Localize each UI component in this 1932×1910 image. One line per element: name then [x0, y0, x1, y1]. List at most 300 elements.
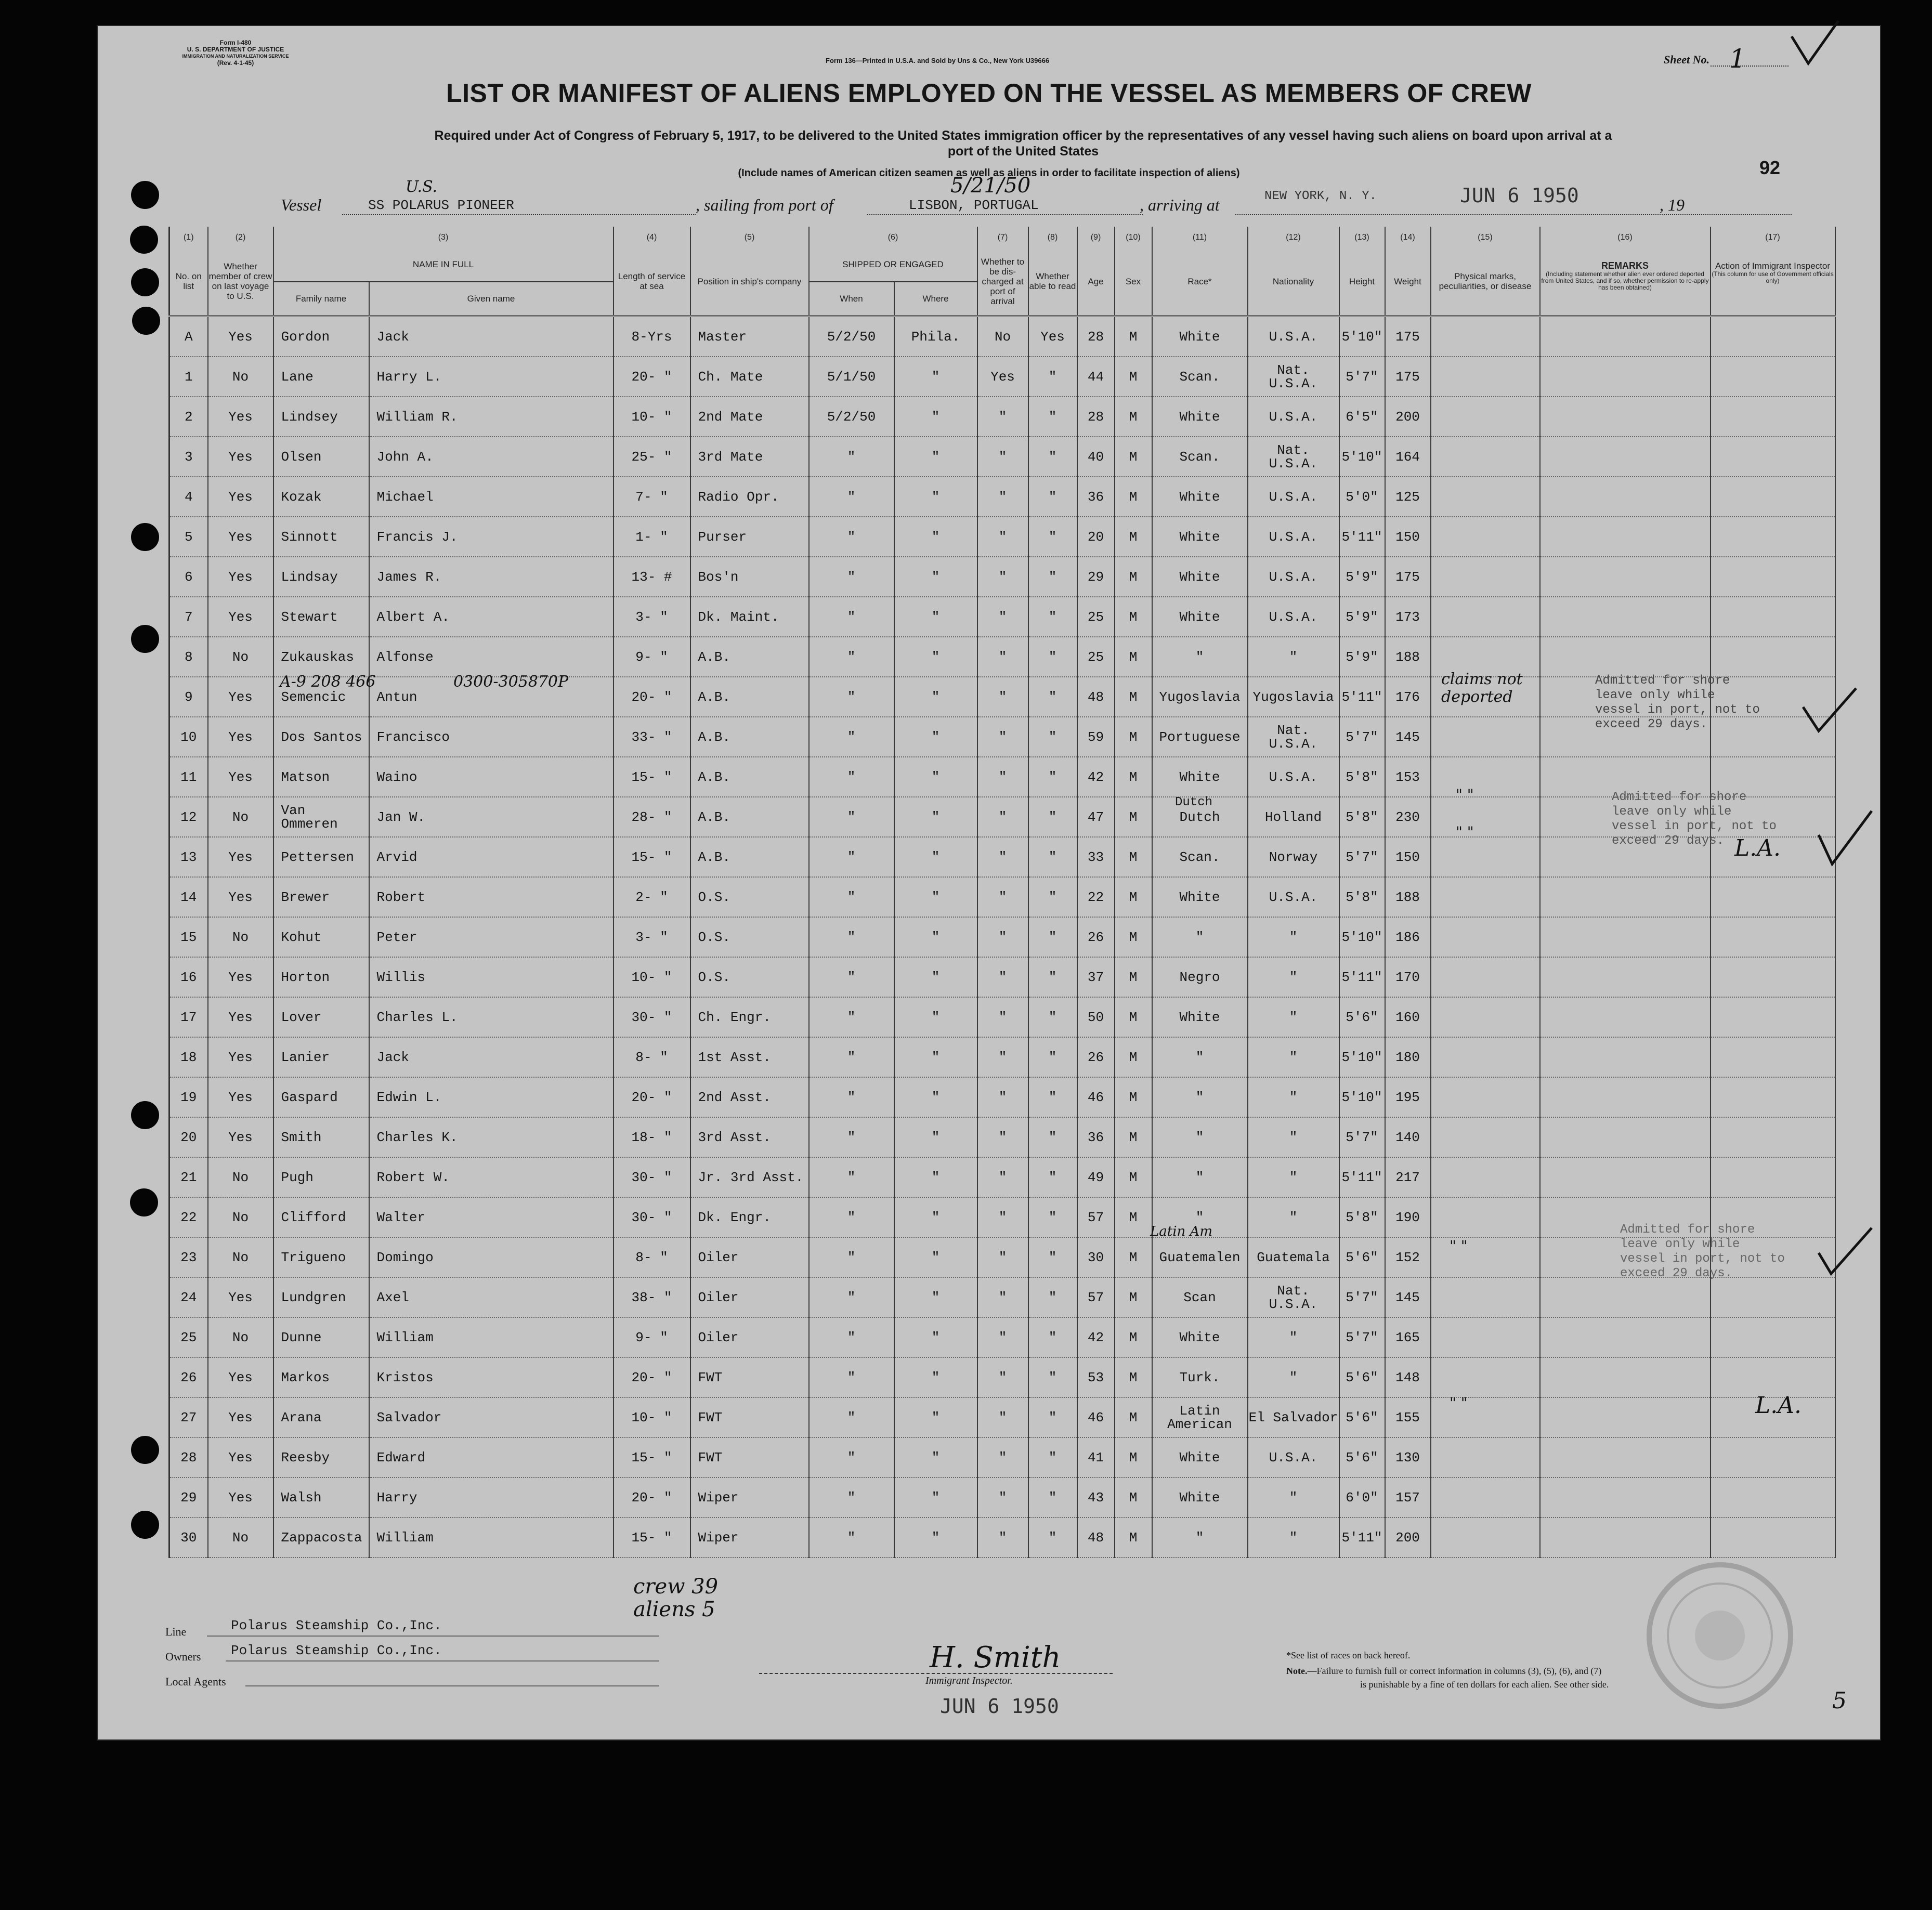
manifest-sheet — [98, 26, 1880, 1739]
shipped-when: 5/2/50 — [809, 316, 894, 357]
nationality-value: U.S.A. — [1269, 375, 1318, 391]
note-text: —Failure to furnish full or correct information in columns (3), (5), (6), and (7) — [1307, 1666, 1602, 1676]
given-name: Walter — [369, 1197, 613, 1237]
member-cell: Yes — [208, 1477, 273, 1517]
shipped-where: " — [894, 1197, 977, 1237]
shipped-when: " — [809, 877, 894, 917]
discharged-cell: " — [977, 917, 1028, 957]
header-discharged: Whether to be dis-charged at port of arrival — [977, 247, 1028, 316]
discharged-cell: " — [977, 997, 1028, 1037]
shipped-when: " — [809, 1117, 894, 1157]
position-cell: 3rd Asst. — [690, 1117, 809, 1157]
row-number: 1 — [169, 357, 208, 397]
form-block — [176, 40, 295, 67]
weight-cell: 160 — [1385, 997, 1431, 1037]
sex-cell: M — [1115, 517, 1152, 557]
table-row — [169, 357, 1835, 397]
sex-cell: M — [1115, 1237, 1152, 1277]
nationality-value: U.S.A. — [1269, 1449, 1318, 1466]
weight-cell: 175 — [1385, 316, 1431, 357]
shipped-when: " — [809, 1517, 894, 1558]
marks-cell — [1431, 477, 1540, 517]
sheet-number: 1 — [1729, 44, 1746, 74]
family-name: Lindsey — [273, 397, 369, 437]
table-row — [169, 397, 1835, 437]
age-cell: 26 — [1077, 1037, 1115, 1077]
position-cell: FWT — [690, 1357, 809, 1397]
agents-label: Local Agents — [165, 1675, 226, 1688]
position-cell: A.B. — [690, 677, 809, 717]
header-no: No. on list — [169, 247, 208, 316]
shipped-where: " — [894, 1517, 977, 1558]
action-cell — [1711, 1077, 1835, 1117]
service-length: 7- " — [613, 477, 690, 517]
arriving-label: , arriving at — [1140, 195, 1220, 214]
sex-cell: M — [1115, 677, 1152, 717]
height-cell: 5'11" — [1339, 1517, 1385, 1558]
header-read: Whether able to read — [1028, 247, 1077, 316]
shipped-where: " — [894, 557, 977, 597]
marks-cell — [1431, 717, 1540, 757]
read-cell: " — [1028, 357, 1077, 397]
marks-cell — [1431, 877, 1540, 917]
discharged-cell: " — [977, 757, 1028, 797]
header-nationality: Nationality — [1248, 247, 1339, 316]
weight-cell: 164 — [1385, 437, 1431, 477]
line-label: Line — [165, 1625, 187, 1638]
page-number: 92 — [1759, 157, 1781, 178]
weight-cell: 190 — [1385, 1197, 1431, 1237]
sex-cell: M — [1115, 877, 1152, 917]
service-length: 15- " — [613, 757, 690, 797]
crew-tally — [633, 1575, 718, 1621]
nationality-value: U.S.A. — [1269, 609, 1318, 625]
shipped-when: " — [809, 1277, 894, 1317]
punch-hole — [132, 307, 160, 335]
marks-cell — [1431, 1077, 1540, 1117]
table-row — [169, 1157, 1835, 1197]
shipped-where: " — [894, 397, 977, 437]
action-cell — [1711, 1477, 1835, 1517]
header-weight: Weight — [1385, 247, 1431, 316]
row-number: 23 — [169, 1237, 208, 1277]
nationality-value: " — [1289, 649, 1298, 665]
table-row — [169, 1397, 1835, 1437]
age-cell: 42 — [1077, 1317, 1115, 1357]
race-cell: " — [1152, 1037, 1248, 1077]
family-name: Sinnott — [273, 517, 369, 557]
note-label: Note. — [1286, 1666, 1308, 1676]
table-row — [169, 1037, 1835, 1077]
nationality-cell — [1248, 1477, 1339, 1517]
position-cell: Oiler — [690, 1237, 809, 1277]
discharged-cell: " — [977, 1277, 1028, 1317]
race-note-23: Latin Am — [1150, 1224, 1212, 1239]
sailing-date: 5/21/50 — [950, 174, 1031, 198]
action-cell — [1711, 357, 1835, 397]
table-row — [169, 717, 1835, 757]
member-cell: Yes — [208, 517, 273, 557]
read-cell: " — [1028, 557, 1077, 597]
nationality-value: El Salvador — [1248, 1409, 1338, 1425]
given-name: Albert A. — [369, 597, 613, 637]
nationality-cell — [1248, 877, 1339, 917]
age-cell: 48 — [1077, 1517, 1115, 1558]
race-cell: " — [1152, 917, 1248, 957]
marks-cell — [1431, 357, 1540, 397]
given-name: William — [369, 1517, 613, 1558]
read-cell: " — [1028, 997, 1077, 1037]
inspector-signature: H. Smith — [930, 1641, 1061, 1674]
nationality-cell — [1248, 1437, 1339, 1477]
nationality-cell — [1248, 1117, 1339, 1157]
member-cell: Yes — [208, 957, 273, 997]
service-length: 15- " — [613, 837, 690, 877]
given-name: Harry L. — [369, 357, 613, 397]
action-cell — [1711, 397, 1835, 437]
remarks-cell — [1540, 877, 1711, 917]
inspector-date-stamp: JUN 6 1950 — [940, 1695, 1059, 1718]
position-cell: 3rd Mate — [690, 437, 809, 477]
discharged-cell: " — [977, 557, 1028, 597]
weight-cell: 200 — [1385, 1517, 1431, 1558]
row-number: 3 — [169, 437, 208, 477]
row-number: 11 — [169, 757, 208, 797]
punch-hole — [131, 181, 159, 209]
table-row — [169, 997, 1835, 1037]
discharged-cell: " — [977, 957, 1028, 997]
race-cell: White — [1152, 997, 1248, 1037]
nationality-value: Guatemala — [1257, 1249, 1330, 1265]
read-cell: " — [1028, 1117, 1077, 1157]
header-family: Family name — [273, 282, 369, 316]
certificate-number-note: 0300-305870P — [453, 673, 569, 691]
member-cell: Yes — [208, 1117, 273, 1157]
table-row — [169, 597, 1835, 637]
height-cell: 5'6" — [1339, 1237, 1385, 1277]
table-row — [169, 1317, 1835, 1357]
member-cell: No — [208, 1517, 273, 1558]
weight-cell: 155 — [1385, 1397, 1431, 1437]
punch-hole — [130, 226, 158, 254]
header-when: When — [809, 282, 894, 316]
given-name: Jan W. — [369, 797, 613, 837]
shipped-where: " — [894, 637, 977, 677]
marks-cell — [1431, 797, 1540, 837]
shipped-where: " — [894, 517, 977, 557]
col-num: (7) — [977, 227, 1028, 247]
table-row — [169, 1517, 1835, 1558]
read-cell: " — [1028, 1157, 1077, 1197]
read-cell: " — [1028, 597, 1077, 637]
marks-cell — [1431, 1237, 1540, 1277]
remarks-cell — [1540, 1317, 1711, 1357]
check-mark-icon — [1798, 681, 1860, 738]
shipped-where: " — [894, 797, 977, 837]
col-num: (16) — [1540, 227, 1711, 247]
subtitle-line-2: port of the United States — [947, 144, 1099, 159]
given-name: Charles K. — [369, 1117, 613, 1157]
family-name: Lanier — [273, 1037, 369, 1077]
shipped-where: " — [894, 1157, 977, 1197]
action-cell — [1711, 557, 1835, 597]
height-cell: 5'10" — [1339, 1077, 1385, 1117]
fine-note — [1286, 1666, 1601, 1677]
alien-number-note: A-9 208 466 — [280, 673, 376, 691]
remarks-cell — [1540, 1077, 1711, 1117]
year-label: , 19 — [1660, 195, 1685, 214]
position-cell: Dk. Maint. — [690, 597, 809, 637]
form-number: Form I-480 — [219, 39, 252, 46]
arrival-date-stamp: JUN 6 1950 — [1460, 184, 1579, 207]
marks-cell — [1431, 1117, 1540, 1157]
race-cell: " — [1152, 1117, 1248, 1157]
remarks-cell — [1540, 917, 1711, 957]
races-note: *See list of races on back hereof. — [1286, 1650, 1411, 1660]
service-length: 1- " — [613, 517, 690, 557]
nationality-value: Norway — [1269, 849, 1318, 865]
nationality-value: Yugoslavia — [1252, 689, 1334, 705]
race-cell: " — [1152, 1157, 1248, 1197]
position-cell: Jr. 3rd Asst. — [690, 1157, 809, 1197]
row-number: 2 — [169, 397, 208, 437]
service-length: 30- " — [613, 997, 690, 1037]
ditto-mark: " " — [1450, 1237, 1468, 1254]
crew-table — [168, 227, 1836, 1558]
nationality-cell — [1248, 1237, 1339, 1277]
member-cell: Yes — [208, 477, 273, 517]
marks-cell — [1431, 1517, 1540, 1558]
age-cell: 48 — [1077, 677, 1115, 717]
service-length: 20- " — [613, 1477, 690, 1517]
age-cell: 37 — [1077, 957, 1115, 997]
row-number: 29 — [169, 1477, 208, 1517]
nationality-value: " — [1289, 1489, 1298, 1506]
sex-cell: M — [1115, 1477, 1152, 1517]
member-cell: Yes — [208, 1357, 273, 1397]
height-cell: 5'10" — [1339, 316, 1385, 357]
service-length: 20- " — [613, 677, 690, 717]
age-cell: 30 — [1077, 1237, 1115, 1277]
header-sex: Sex — [1115, 247, 1152, 316]
service-length: 8- " — [613, 1037, 690, 1077]
nationality-value: " — [1289, 1369, 1298, 1385]
discharged-cell: " — [977, 597, 1028, 637]
discharged-cell: " — [977, 1197, 1028, 1237]
punch-hole — [130, 1188, 158, 1216]
nationality-cell — [1248, 397, 1339, 437]
sex-cell: M — [1115, 597, 1152, 637]
race-cell: White — [1152, 477, 1248, 517]
position-cell: Dk. Engr. — [690, 1197, 809, 1237]
header-marks: Physical marks, peculiarities, or disease — [1431, 247, 1540, 316]
shipped-where: " — [894, 437, 977, 477]
height-cell: 5'8" — [1339, 877, 1385, 917]
nationality-cell — [1248, 717, 1339, 757]
age-cell: 42 — [1077, 757, 1115, 797]
row-number: 7 — [169, 597, 208, 637]
shipped-where: " — [894, 757, 977, 797]
row-number: 20 — [169, 1117, 208, 1157]
nationality-cell — [1248, 1397, 1339, 1437]
race-cell: White — [1152, 1317, 1248, 1357]
member-cell: Yes — [208, 877, 273, 917]
sex-cell: M — [1115, 1437, 1152, 1477]
shipped-when: " — [809, 477, 894, 517]
punch-hole — [131, 523, 159, 551]
member-cell: No — [208, 357, 273, 397]
nationality-cell — [1248, 597, 1339, 637]
discharged-cell: Yes — [977, 357, 1028, 397]
row-number: 27 — [169, 1397, 208, 1437]
table-row — [169, 637, 1835, 677]
action-cell — [1711, 637, 1835, 677]
member-cell: Yes — [208, 997, 273, 1037]
read-cell: " — [1028, 1317, 1077, 1357]
row-number: 16 — [169, 957, 208, 997]
service-length: 8-Yrs — [613, 316, 690, 357]
service-length: 10- " — [613, 1397, 690, 1437]
shipped-when: " — [809, 1437, 894, 1477]
remarks-note: (Including statement whether alien ever ordered deported from United States, and if so, whether permission to re-apply has been obtained) — [1541, 270, 1709, 291]
subtitle-note: (Include names of American citizen seamen as well as aliens in order to facilitate inspection of aliens) — [738, 167, 1240, 179]
member-cell: Yes — [208, 1277, 273, 1317]
family-name: Dos Santos — [273, 717, 369, 757]
action-cell — [1711, 877, 1835, 917]
given-name: Robert W. — [369, 1157, 613, 1197]
given-name: Peter — [369, 917, 613, 957]
position-cell: O.S. — [690, 957, 809, 997]
member-cell: Yes — [208, 316, 273, 357]
shipped-when: " — [809, 1397, 894, 1437]
ditto-mark: " " — [1450, 1394, 1468, 1411]
race-cell: Scan. — [1152, 357, 1248, 397]
ditto-mark: " " — [1456, 786, 1474, 803]
height-cell: 5'6" — [1339, 1437, 1385, 1477]
given-name: Antun — [369, 677, 613, 717]
service-length: 15- " — [613, 1517, 690, 1558]
given-name: Robert — [369, 877, 613, 917]
nationality-value: " — [1289, 929, 1298, 945]
age-cell: 36 — [1077, 1117, 1115, 1157]
service-length: 2- " — [613, 877, 690, 917]
age-cell: 28 — [1077, 397, 1115, 437]
discharged-cell: " — [977, 1237, 1028, 1277]
col-num: (6) — [809, 227, 977, 247]
remarks-cell — [1540, 1117, 1711, 1157]
family-name: Zukauskas — [273, 637, 369, 677]
given-name: William — [369, 1317, 613, 1357]
action-cell — [1711, 1357, 1835, 1397]
race-cell: " — [1152, 1517, 1248, 1558]
punch-hole — [131, 625, 159, 653]
header-name: NAME IN FULL — [273, 247, 613, 282]
height-cell: 5'6" — [1339, 1397, 1385, 1437]
age-cell: 57 — [1077, 1277, 1115, 1317]
marks-cell — [1431, 917, 1540, 957]
race-cell: Scan — [1152, 1277, 1248, 1317]
read-cell: " — [1028, 637, 1077, 677]
remarks-cell — [1540, 1357, 1711, 1397]
remarks-cell — [1540, 397, 1711, 437]
table-row — [169, 1117, 1835, 1157]
action-cell — [1711, 957, 1835, 997]
discharged-cell: " — [977, 837, 1028, 877]
shipped-where: " — [894, 1077, 977, 1117]
read-cell: Yes — [1028, 316, 1077, 357]
shipped-when: " — [809, 437, 894, 477]
official-seal-icon — [1642, 1558, 1798, 1713]
shipped-where: " — [894, 1397, 977, 1437]
age-cell: 44 — [1077, 357, 1115, 397]
header-remarks — [1540, 247, 1711, 316]
nationality-cell — [1248, 1037, 1339, 1077]
sex-cell: M — [1115, 1157, 1152, 1197]
shipped-when: " — [809, 1157, 894, 1197]
header-length: Length of service at sea — [613, 247, 690, 316]
family-name: Pettersen — [273, 837, 369, 877]
discharged-cell: " — [977, 1317, 1028, 1357]
position-cell: Wiper — [690, 1517, 809, 1558]
family-name: Gordon — [273, 316, 369, 357]
given-name: Harry — [369, 1477, 613, 1517]
shipped-when: 5/1/50 — [809, 357, 894, 397]
col-num: (13) — [1339, 227, 1385, 247]
shipped-where: " — [894, 837, 977, 877]
action-cell — [1711, 1117, 1835, 1157]
read-cell: " — [1028, 397, 1077, 437]
family-name: Lindsay — [273, 557, 369, 597]
nationality-value: U.S.A. — [1269, 889, 1318, 905]
member-cell: No — [208, 1157, 273, 1197]
row-number: 9 — [169, 677, 208, 717]
position-cell: Bos'n — [690, 557, 809, 597]
sex-cell: M — [1115, 1317, 1152, 1357]
nationality-value: U.S.A. — [1269, 736, 1318, 752]
nationality-value: " — [1289, 1209, 1298, 1225]
remarks-cell — [1540, 1517, 1711, 1558]
row-number: 26 — [169, 1357, 208, 1397]
position-cell: A.B. — [690, 797, 809, 837]
given-name: Edwin L. — [369, 1077, 613, 1117]
position-cell: O.S. — [690, 917, 809, 957]
shipped-when: " — [809, 1197, 894, 1237]
nationality-value: " — [1289, 1169, 1298, 1185]
subtitle-line-1: Required under Act of Congress of February 5, 1917, to be delivered to the United States immigration officer by the representatives of any vessel having such aliens on board upon arrival at a — [434, 128, 1612, 143]
remark-shore-leave-23: Admitted for shore leave only while vessel in port, not to exceed 29 days. — [1620, 1223, 1785, 1280]
row-number: 15 — [169, 917, 208, 957]
read-cell: " — [1028, 477, 1077, 517]
page-title: LIST OR MANIFEST OF ALIENS EMPLOYED ON THE VESSEL AS MEMBERS OF CREW — [446, 79, 1532, 108]
service-length: 38- " — [613, 1277, 690, 1317]
weight-cell: 175 — [1385, 357, 1431, 397]
shipped-when: " — [809, 917, 894, 957]
nationality-cell — [1248, 1517, 1339, 1558]
weight-cell: 217 — [1385, 1157, 1431, 1197]
member-cell: No — [208, 1317, 273, 1357]
vessel-label: Vessel — [281, 195, 322, 214]
weight-cell: 157 — [1385, 1477, 1431, 1517]
given-name: Alfonse — [369, 637, 613, 677]
nationality-cell — [1248, 1077, 1339, 1117]
sex-cell: M — [1115, 917, 1152, 957]
table-row — [169, 877, 1835, 917]
table-row — [169, 677, 1835, 717]
race-cell: White — [1152, 397, 1248, 437]
shipped-when: " — [809, 557, 894, 597]
table-row — [169, 1237, 1835, 1277]
weight-cell: 175 — [1385, 557, 1431, 597]
